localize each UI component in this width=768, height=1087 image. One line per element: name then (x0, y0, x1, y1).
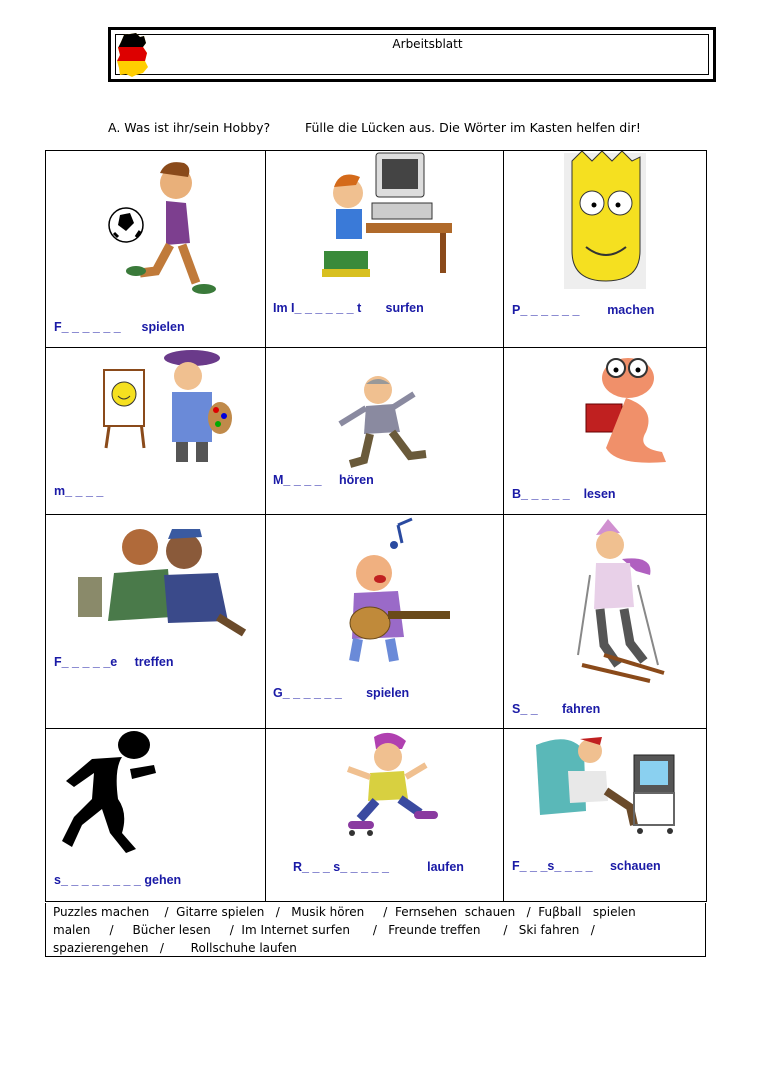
caption-walking: s_ _ _ _ _ _ _ _ gehen (54, 873, 182, 887)
puzzle-face-icon (562, 151, 648, 291)
boy-with-football-icon (96, 153, 216, 303)
caption-friends: F_ _ _ _ _e treffen (54, 655, 174, 669)
page-title: Arbeitsblatt (392, 37, 463, 51)
cell-painter (46, 348, 266, 515)
word-box-line-2: malen / Bücher lesen / Im Internet surfen / Freunde treffen / Ski fahren / (53, 923, 595, 937)
caption-reading: B_ _ _ _ _ lesen (512, 487, 616, 501)
cell-tv (504, 729, 707, 902)
caption-football: F_ _ _ _ _ _ spielen (54, 320, 185, 334)
painter-at-easel-icon (92, 348, 232, 466)
cell-computer (266, 151, 504, 348)
cell-friends (46, 515, 266, 729)
cell-rollerskating (266, 729, 504, 902)
caption-ski: S_ _ fahren (512, 702, 601, 716)
cell-puzzle (504, 151, 707, 348)
cell-football (46, 151, 266, 348)
cell-walking (46, 729, 266, 902)
cell-ski (504, 515, 707, 729)
word-box-line-1: Puzzles machen / Gitarre spielen / Musik hören / Fernsehen schauen / Fuβball spielen (53, 905, 636, 919)
caption-tv: F_ _ _s_ _ _ _ schauen (512, 859, 661, 873)
walking-silhouette-icon (52, 729, 162, 859)
instruction-task: Fülle die Lücken aus. Die Wörter im Kasten helfen dir! (305, 120, 641, 135)
caption-internet: Im I_ _ _ _ _ _ t surfen (273, 301, 424, 315)
cell-guitar (266, 515, 504, 729)
header-box (108, 27, 716, 82)
word-box (45, 903, 706, 957)
caption-puzzle: P_ _ _ _ _ _ machen (512, 303, 655, 317)
cell-music (266, 348, 504, 515)
skier-icon (574, 515, 670, 683)
guitar-singer-icon (334, 515, 454, 667)
man-watching-tv-icon (530, 731, 680, 839)
two-friends-icon (68, 517, 248, 637)
caption-guitar: G_ _ _ _ _ _ spielen (273, 686, 410, 700)
dancing-man-icon (330, 374, 440, 472)
instruction-question: A. Was ist ihr/sein Hobby? (108, 120, 271, 135)
hobby-grid (45, 150, 707, 902)
caption-music: M_ _ _ _ hören (273, 473, 374, 487)
word-box-line-3: spazierengehen / Rollschuhe laufen (53, 941, 297, 955)
roller-skater-icon (330, 729, 440, 841)
reading-worm-icon (576, 348, 674, 470)
caption-rollerskating: R_ _ _ s_ _ _ _ _ laufen (293, 860, 464, 874)
caption-painting: m_ _ _ _ (54, 484, 104, 498)
cell-books (504, 348, 707, 515)
boy-at-computer-icon (318, 151, 453, 281)
